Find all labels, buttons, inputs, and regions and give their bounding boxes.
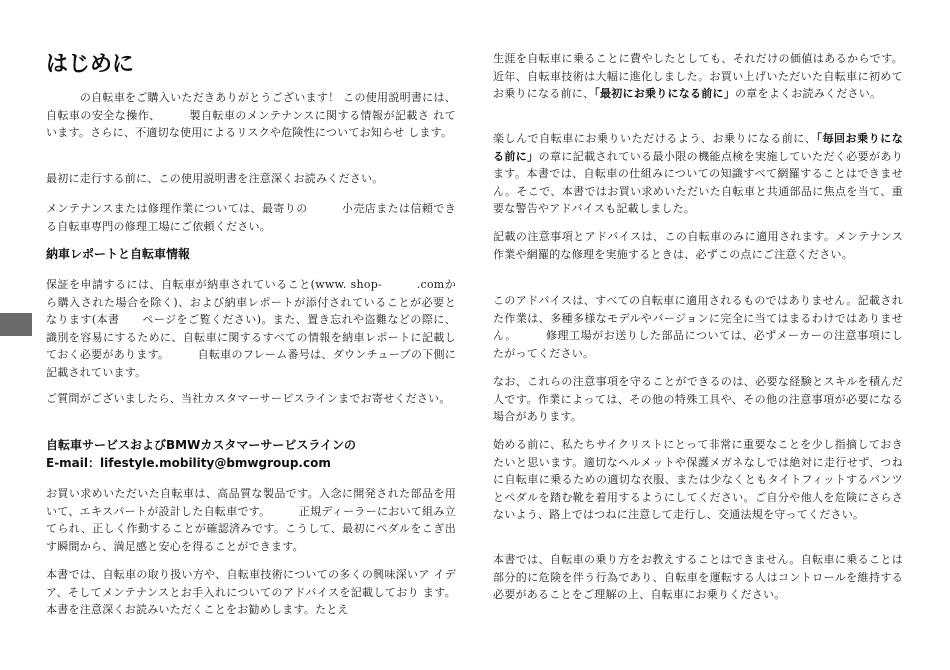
every-ride-text-end: の章に記載されている最小限の機能点検を実施していただく必要があります。本書では、自転車の仕組みについての知識すべて網羅することはできません。そこで、本書ではお買い求めいただいた自転車と共通部品に焦点を当て、重要な警告やアドバイスも記載しました。 — [493, 149, 904, 215]
every-ride-paragraph — [493, 130, 903, 218]
section-tab-marker — [0, 313, 32, 336]
first-ride-text: 生涯を自転車に乗ることに費やしたとしても、それだけの価値はあるからです。近年、自転車技術は大幅に進化しました。お買い上げいただいた自転車に初めてお乗りになる前に、 — [493, 52, 903, 100]
skills-paragraph: なお、これらの注意事項を守ることができるのは、必要な経験とスキルを積んだ人です。作業によっては、その他の特殊工具や、その他の注意事項が必要になる場合があります。 — [493, 375, 903, 423]
quality-paragraph: お買い求めいただいた自転車は、高品質な製品です。入念に開発された部品を用いて、エキスパートが設計した自転車です。 正規ディーラーにおいて組み立てられ、正しく作動することが確認済みです。こうして、最初にペダルをこぎ出す瞬間から、満足感と安心を得ることができます。 — [46, 487, 456, 553]
contact-paragraph: ご質問がございましたら、当社カスタマーサービスラインまでお寄せください。 — [46, 392, 451, 405]
notes-scope-paragraph: 記載の注意事項とアドバイスは、この自転車のみに適用されます。メンテナンス作業や網羅的な修理を実施するときは、必ずこの点にご注意ください。 — [493, 230, 903, 261]
intro-paragraph: の自転車をご購入いただきありがとうございます！ この使用説明書には、自転車の安全な操作、 製自転車のメンテナンスに関する情報が記載さ れています。さらに、不適切な使用によるリスクや危険性についてお知らせ します。 — [46, 91, 456, 139]
manual-contents-paragraph: 本書では、自転車の取り扱い方や、自転車技術についての多くの興味深いア イデア、そしてメンテナンスとお手入れについてのアドバイスを記載しており ます。本書を注意深くお読みいただくことをお勧めします。たとえ — [46, 568, 456, 616]
read-before-riding-paragraph: 最初に走行する前に、この使用説明書を注意深くお読みください。 — [46, 172, 384, 185]
safety-gear-paragraph: 始める前に、私たちサイクリストにとって非常に重要なことを少し指摘しておきたいと思います。適切なヘルメットや保護メガネなしでは絶対に走行せず、つねに自転車に乗るための適切な衣服、または少なくともタイトフィットするパンツとペダルを踏む靴を着用するようにしてください。ご自分や他人を危険にさらさないよう、路上ではつねに注意して走行し、交通法規を守ってください。 — [493, 438, 903, 521]
every-ride-text: 楽しんで自転車にお乗りいただけるよう、お乗りになる前に、 — [493, 132, 817, 145]
warranty-paragraph: 保証を申請するには、自転車が納車されていること(www. shop- .comから購入された場合を除く)、および納車レポートが添付されていることが必要と なります(本書 ページをご覧ください)。また、置き忘れや盗難などの際に、識別を容易にするために、自転車に関するすべての情報を納車レポートに記載しておく必要があります。 自転車のフレーム番号は、ダウンチューブの下側に記載されています。 — [46, 278, 456, 379]
customer-service-heading — [46, 437, 456, 472]
delivery-report-heading: 納車レポートと自転車情報 — [46, 247, 191, 261]
every-ride-chapter-ref: 「毎回お乗りになる前に」 — [493, 132, 904, 163]
customer-service-heading-line1: 自転車サービスおよびBMWカスタマーサービスラインの — [46, 438, 356, 452]
first-ride-chapter-ref: 「最初にお乗りになる前に」 — [594, 87, 735, 100]
page-title: はじめに — [46, 52, 135, 77]
first-ride-text-end: の章をよくお読みください。 — [735, 87, 882, 100]
advice-applicability-paragraph: このアドバイスは、すべての自転車に適用されるものではありません。記載された作業は、多種多様なモデルやバージョンに完全に当てはまるわけではありません。 修理工場がお送りした部品については、必ずメーカーの注意事項にしたがってください。 — [493, 294, 903, 360]
customer-service-email: E-mail：lifestyle.mobility@bmwgroup.com — [46, 455, 331, 470]
first-ride-paragraph — [493, 50, 903, 103]
maintenance-paragraph: メンテナンスまたは修理作業については、最寄りの 小売店または信頼できる自転車専門の修理工場にご依頼ください。 — [46, 202, 456, 233]
riding-risk-paragraph: 本書では、自転車の乗り方をお教えすることはできません。自転車に乗ることは部分的に危険を伴う行為であり、自転車を運転する人はコントロールを維持する必要があることをご理解の上、自転車にお乗りください。 — [493, 553, 903, 601]
